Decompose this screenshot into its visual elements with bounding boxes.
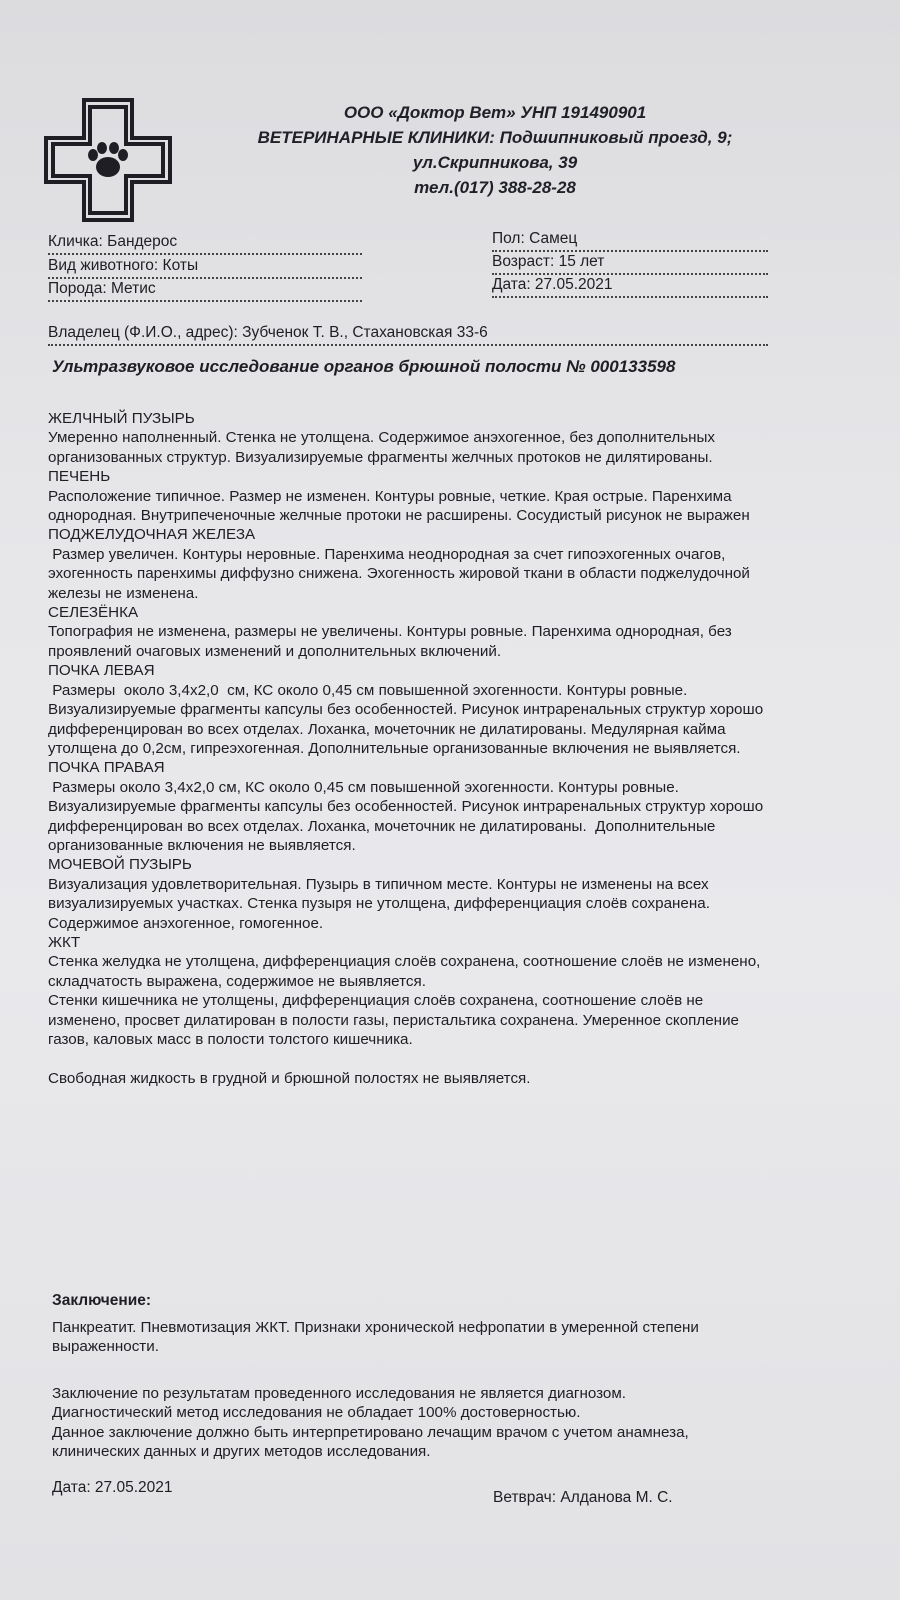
left-kidney-text: Размеры около 3,4х2,0 см, КС около 0,45 см повышенной эхогенности. Контуры ровные. Визуализируемые фрагменты капсулы без особенностей. Рисунок интраренальных структур хорошо дифференцирован во всех отделах. Лоханка, мочеточник не дилатированы. Медулярная кайма утолщена до 0,2см, гипреэхогенная. Дополнительные организованные включения не выявляется. — [48, 681, 768, 757]
gallbladder-text: Умеренно наполненный. Стенка не утолщена. Содержимое анэхогенное, без дополнительных организованных структур. Визуализируемые фрагменты желчных протоков не дилятированы. — [48, 429, 716, 466]
bladder-title: МОЧЕВОЙ ПУЗЫРЬ — [48, 856, 192, 874]
footer-vet: Ветврач: Алданова М. С. — [493, 1489, 673, 1506]
liver-title: ПЕЧЕНЬ — [48, 468, 111, 486]
phone-line: тел.(017) 388-28-28 — [414, 178, 576, 197]
spleen-title: СЕЛЕЗЁНКА — [48, 604, 139, 622]
left-kidney-title: ПОЧКА ЛЕВАЯ — [48, 662, 155, 680]
patient-breed-field: Порода: Метис — [48, 279, 362, 302]
street-line: ул.Скрипникова, 39 — [412, 153, 578, 172]
conclusion-title: Заключение: — [52, 1292, 152, 1309]
right-kidney-title: ПОЧКА ПРАВАЯ — [48, 759, 165, 777]
pancreas-text: Размер увеличен. Контуры неровные. Паренхима неоднородная за счет гипоэхогенных очагов, эхогенность паренхимы диффузно снижена. Эхогенность жировой ткани в области поджелудочной железы не изменена. — [48, 545, 755, 602]
bladder-text: Визуализация удовлетворительная. Пузырь в типичном месте. Контуры не изменены на всех визуализируемых участках. Стенка пузыря не утолщена, дифференциация слоёв сохранена. Содержимое анэхогенное, гомогенное. — [48, 875, 710, 932]
right-kidney-text: Размеры около 3,4х2,0 см, КС около 0,45 см повышенной эхогенности. Контуры ровные. Визуализируемые фрагменты капсулы без особенностей. Рисунок интраренальных структур хорошо дифференцирован во всех отделах. Лоханка, мочеточник не дилатированы. Дополнительные организованные включения не выявляется. — [48, 778, 768, 854]
clinic-header — [195, 100, 795, 200]
patient-age-field: Возраст: 15 лет — [492, 252, 768, 275]
disclaimer-line-1: Заключение по результатам проведенного исследования не является диагнозом. — [52, 1385, 627, 1402]
report-title: Ультразвуковое исследование органов брюшной полости № 000133598 — [52, 357, 676, 376]
findings-body — [48, 409, 768, 1089]
org-line: ООО «Доктор Вет» УНП 191490901 — [343, 103, 647, 122]
disclaimer-line-3: Данное заключение должно быть интерпретировано лечащим врачом с учетом анамнеза, клинических данных и других методов исследования. — [52, 1423, 689, 1461]
liver-text: Расположение типичное. Размер не изменен. Контуры ровные, четкие. Края острые. Паренхима однородная. Внутрипеченочные желчные протоки не расширены. Сосудистый рисунок не выражен — [48, 487, 750, 525]
paw-cross-icon — [44, 98, 172, 222]
patient-name-field: Кличка: Бандерос — [48, 232, 362, 255]
gallbladder-title: ЖЕЛЧНЫЙ ПУЗЫРЬ — [48, 410, 195, 427]
conclusion-text: Панкреатит. Пневмотизация ЖКТ. Признаки хронической нефропатии в умеренной степени выраженности. — [52, 1319, 699, 1356]
patient-sex-field: Пол: Самец — [492, 229, 768, 252]
disclaimer-line-2: Диагностический метод исследования не обладает 100% достоверностью. — [52, 1404, 581, 1422]
free-fluid-text: Свободная жидкость в грудной и брюшной полостях не выявляется. — [48, 1070, 531, 1088]
gi-text-intestine: Стенки кишечника не утолщены, дифференциация слоёв сохранена, соотношение слоёв не изменено, просвет дилатирован в полости газы, перистальтика сохранена. Умеренное скопление газов, каловых масс в полости толстого кишечника. — [48, 992, 739, 1048]
patient-species-field: Вид животного: Коты — [48, 256, 362, 279]
spleen-text: Топография не изменена, размеры не увеличены. Контуры ровные. Паренхима однородная, без проявлений очаговых изменений и дополнительных включений. — [48, 623, 732, 660]
owner-field: Владелец (Ф.И.О., адрес): Зубченок Т. В., Стахановская 33-6 — [48, 323, 768, 346]
clinics-line: ВЕТЕРИНАРНЫЕ КЛИНИКИ: Подшипниковый проезд, 9; — [257, 128, 733, 147]
disclaimer — [52, 1384, 752, 1462]
footer-date: Дата: 27.05.2021 — [52, 1479, 173, 1496]
exam-date-field: Дата: 27.05.2021 — [492, 275, 768, 298]
gi-text-stomach: Стенка желудка не утолщена, дифференциация слоёв сохранена, соотношение слоёв не изменено, складчатость выражена, содержимое не выявляется. — [48, 953, 761, 990]
pancreas-title: ПОДЖЕЛУДОЧНАЯ ЖЕЛЕЗА — [48, 526, 256, 544]
gi-title: ЖКТ — [48, 933, 81, 951]
